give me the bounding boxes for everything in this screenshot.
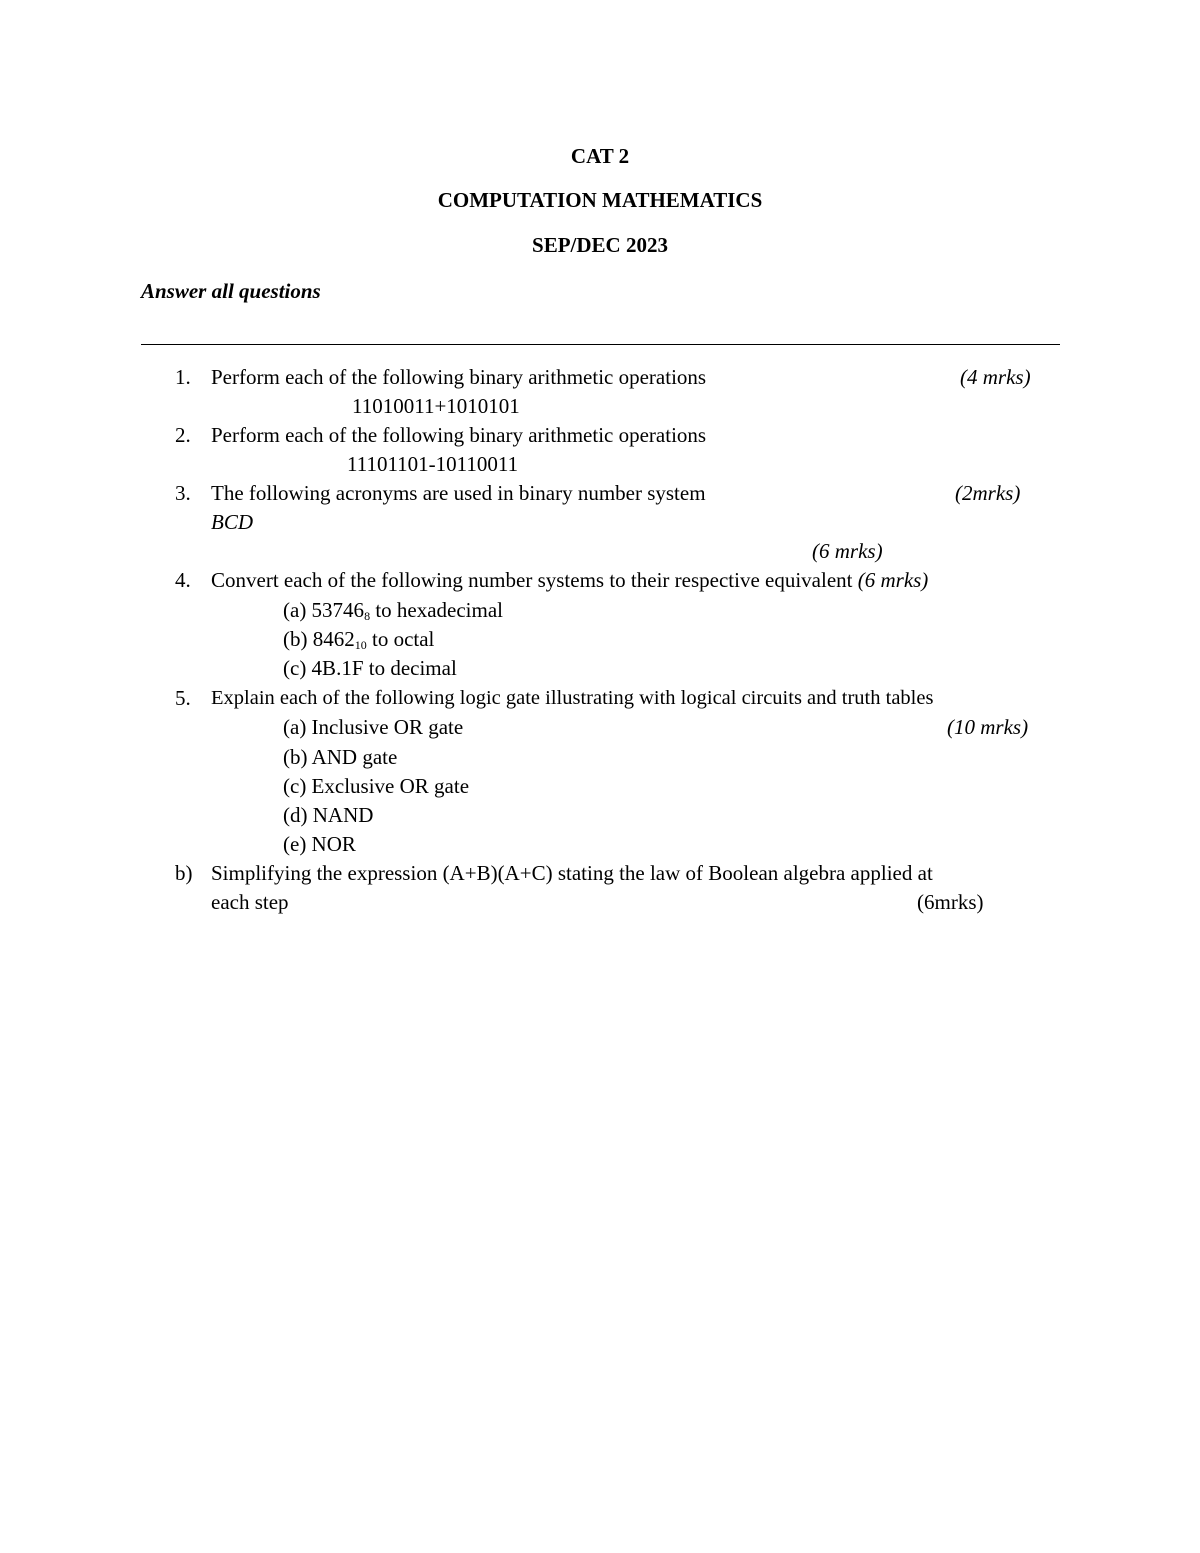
q1-expression: 11010011+1010101 (352, 394, 520, 418)
q4-text: Convert each of the following number systems to their respective equivalent (211, 568, 853, 592)
q4-number: 4. (175, 568, 191, 592)
qb-text-line1: Simplifying the expression (A+B)(A+C) stating the law of Boolean algebra applied at (211, 861, 933, 885)
q5-marks: (10 mrks) (947, 715, 1029, 739)
q3-acronym: BCD (211, 510, 253, 534)
q5-item-d: (d) NAND (283, 803, 374, 827)
qb-marks: (6mrks) (917, 890, 984, 914)
q1-text: Perform each of the following binary arithmetic operations (211, 365, 707, 389)
q4-line (211, 567, 928, 593)
q4-item-a-suffix: to hexadecimal (370, 598, 504, 622)
exam-title: CAT 2 (570, 144, 630, 168)
divider (141, 344, 1060, 345)
q4-item-a-base: 8 (364, 609, 371, 623)
q5-item-e: (e) NOR (283, 832, 356, 856)
q3-text: The following acronyms are used in binary number system (211, 481, 706, 505)
q4-item-c: (c) 4B.1F to decimal (283, 656, 457, 680)
q5-number: 5. (175, 686, 191, 710)
q5-item-c: (c) Exclusive OR gate (283, 774, 470, 798)
qb-number: b) (175, 861, 193, 885)
q4-item-a-prefix: (a) 53746 (283, 598, 365, 622)
q3-marks: (2mrks) (955, 481, 1021, 505)
session-title: SEP/DEC 2023 (532, 233, 668, 257)
q2-number: 2. (175, 423, 191, 447)
q5-item-a: (a) Inclusive OR gate (283, 715, 464, 739)
q4-item-b (283, 626, 434, 652)
q4-item-a (283, 597, 503, 623)
q5-item-b: (b) AND gate (283, 745, 398, 769)
q1-number: 1. (175, 365, 191, 389)
q3-marks-secondary: (6 mrks) (812, 539, 883, 563)
q1-marks: (4 mrks) (960, 365, 1031, 389)
q4-item-b-suffix: to octal (366, 627, 435, 651)
qb-text-line2: each step (211, 890, 289, 914)
q2-expression: 11101101-10110011 (347, 452, 519, 476)
q4-item-b-base: 10 (354, 638, 367, 652)
q4-item-b-prefix: (b) 8462 (283, 627, 355, 651)
instruction: Answer all questions (141, 279, 321, 303)
q2-text: Perform each of the following binary arithmetic operations (211, 423, 707, 447)
q3-number: 3. (175, 481, 191, 505)
q5-text: Explain each of the following logic gate illustrating with logical circuits and truth tables (211, 687, 934, 709)
q4-marks: (6 mrks) (857, 568, 929, 592)
course-title: COMPUTATION MATHEMATICS (437, 188, 763, 212)
